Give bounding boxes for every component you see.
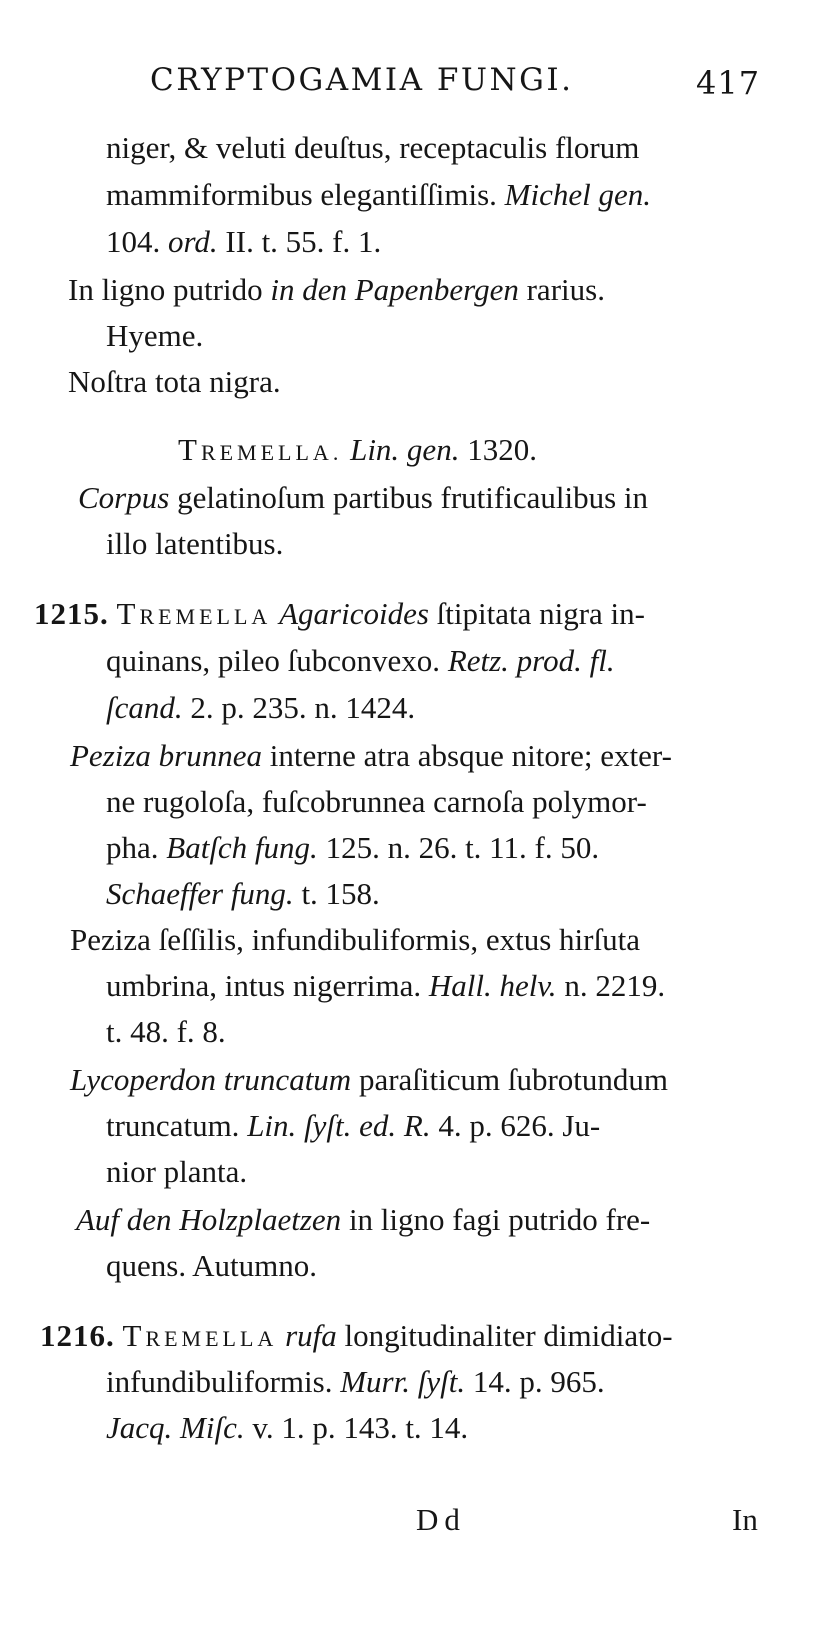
page-number: 417 bbox=[696, 64, 761, 102]
text-run: Lin. gen. bbox=[350, 432, 460, 467]
text-run: ſtipitata nigra in- bbox=[428, 596, 645, 631]
text-run: II. t. 55. f. 1. bbox=[217, 224, 382, 259]
text-line-9 bbox=[106, 524, 283, 564]
catchword: In bbox=[732, 1502, 758, 1537]
text-run: illo latentibus. bbox=[106, 526, 284, 561]
text-line-14 bbox=[106, 782, 647, 822]
text-run: Jacq. Miſc. bbox=[106, 1410, 245, 1445]
text-line-2 bbox=[106, 175, 651, 215]
text-run: Murr. ſyſt. bbox=[340, 1364, 466, 1399]
text-run: rufa bbox=[285, 1318, 337, 1353]
text-run: pha. bbox=[106, 830, 167, 865]
text-run bbox=[271, 596, 279, 631]
text-line-26 bbox=[106, 1362, 605, 1402]
text-run: mammiformibus elegantiſſimis. bbox=[106, 177, 505, 212]
text-line-21 bbox=[106, 1106, 600, 1146]
text-run: longitudinaliter dimidiato- bbox=[336, 1318, 673, 1353]
text-line-11 bbox=[106, 641, 615, 681]
text-line-27 bbox=[106, 1408, 468, 1448]
text-run: T bbox=[116, 596, 140, 631]
text-line-13 bbox=[70, 736, 672, 776]
text-run: in ligno fagi putrido fre- bbox=[341, 1202, 651, 1237]
text-run: Auf den Holzplaetzen bbox=[76, 1202, 342, 1237]
text-line-23 bbox=[76, 1200, 650, 1240]
text-run: Hyeme. bbox=[106, 318, 204, 353]
text-line-4 bbox=[68, 270, 605, 310]
text-line-20 bbox=[70, 1060, 668, 1100]
text-run: ord. bbox=[168, 224, 218, 259]
text-line-8 bbox=[78, 478, 648, 518]
text-run: T bbox=[122, 1318, 146, 1353]
text-run: Schaeffer fung. bbox=[106, 876, 294, 911]
text-run: Peziza ſeſſilis, infundibuliformis, extus hirſuta bbox=[70, 922, 640, 957]
text-run: ſcand. bbox=[106, 690, 183, 725]
text-line-3 bbox=[106, 222, 381, 262]
text-run: In ligno putrido bbox=[68, 272, 271, 307]
text-run: T bbox=[178, 432, 201, 467]
text-run: Michel gen. bbox=[504, 177, 651, 212]
running-header bbox=[0, 62, 830, 112]
text-run: REMELLA bbox=[139, 604, 272, 629]
text-run: 125. n. 26. t. 11. f. 50. bbox=[317, 830, 600, 865]
text-run: Agaricoides bbox=[279, 596, 429, 631]
text-run: t. 158. bbox=[293, 876, 380, 911]
text-run: v. 1. p. 143. t. 14. bbox=[244, 1410, 469, 1445]
text-line-19 bbox=[106, 1012, 226, 1052]
text-run: gelatinoſum partibus frutificaulibus in bbox=[169, 480, 648, 515]
text-line-6 bbox=[68, 362, 281, 402]
text-run: umbrina, intus nigerrima. bbox=[106, 968, 429, 1003]
text-run: niger, & veluti deuſtus, receptaculis florum bbox=[106, 130, 640, 165]
text-line-15 bbox=[106, 828, 599, 868]
text-run: Lycoperdon truncatum bbox=[70, 1062, 352, 1097]
text-run bbox=[115, 1318, 123, 1353]
text-run: REMELLA bbox=[145, 1326, 278, 1351]
text-run: Lin. ſyſt. ed. R. bbox=[247, 1108, 431, 1143]
text-run: interne atra absque nitore; exter- bbox=[262, 738, 672, 773]
text-run bbox=[109, 596, 117, 631]
text-line-12 bbox=[106, 688, 415, 728]
text-run: paraſiticum ſubrotundum bbox=[351, 1062, 669, 1097]
text-line-25 bbox=[40, 1316, 673, 1359]
text-run: Batſch fung. bbox=[166, 830, 318, 865]
text-run: quinans, pileo ſubconvexo. bbox=[106, 643, 448, 678]
text-run: 1216. bbox=[40, 1318, 115, 1353]
text-run: Hall. helv. bbox=[428, 968, 557, 1003]
text-line-7 bbox=[178, 430, 537, 473]
text-run: Retz. prod. fl. bbox=[447, 643, 615, 678]
text-run: 4. p. 626. Ju- bbox=[430, 1108, 601, 1143]
text-run: n. 2219. bbox=[556, 968, 666, 1003]
text-line-17 bbox=[70, 920, 640, 960]
text-line-10 bbox=[34, 594, 645, 637]
text-run: 2. p. 235. n. 1424. bbox=[182, 690, 416, 725]
text-run: ne rugoloſa, fuſcobrunnea carnoſa polymor- bbox=[106, 784, 647, 819]
text-run bbox=[277, 1318, 285, 1353]
text-line-24 bbox=[106, 1246, 317, 1286]
text-run: Noſtra tota nigra. bbox=[68, 364, 281, 399]
text-line-5 bbox=[106, 316, 203, 356]
text-run: infundibuliformis. bbox=[106, 1364, 341, 1399]
text-line-18 bbox=[106, 966, 665, 1006]
text-run: in den Papenbergen bbox=[270, 272, 519, 307]
text-run: Peziza brunnea bbox=[70, 738, 263, 773]
text-run: Corpus bbox=[78, 480, 170, 515]
text-run bbox=[342, 432, 350, 467]
text-run: 1215. bbox=[34, 596, 109, 631]
text-line-1 bbox=[106, 128, 639, 168]
text-run: t. 48. f. 8. bbox=[106, 1014, 226, 1049]
text-run: 1320. bbox=[459, 432, 537, 467]
running-title: CRYPTOGAMIA FUNGI. bbox=[150, 62, 574, 98]
text-line-22 bbox=[106, 1152, 247, 1192]
text-run: quens. Autumno. bbox=[106, 1248, 317, 1283]
text-run: 104. bbox=[106, 224, 168, 259]
text-run: 14. p. 965. bbox=[465, 1364, 605, 1399]
text-run: truncatum. bbox=[106, 1108, 248, 1143]
text-run: rarius. bbox=[518, 272, 605, 307]
signature-mark: Dd bbox=[416, 1502, 466, 1537]
text-line-16 bbox=[106, 874, 380, 914]
text-run: REMELLA. bbox=[200, 440, 343, 465]
text-run: nior planta. bbox=[106, 1154, 248, 1189]
